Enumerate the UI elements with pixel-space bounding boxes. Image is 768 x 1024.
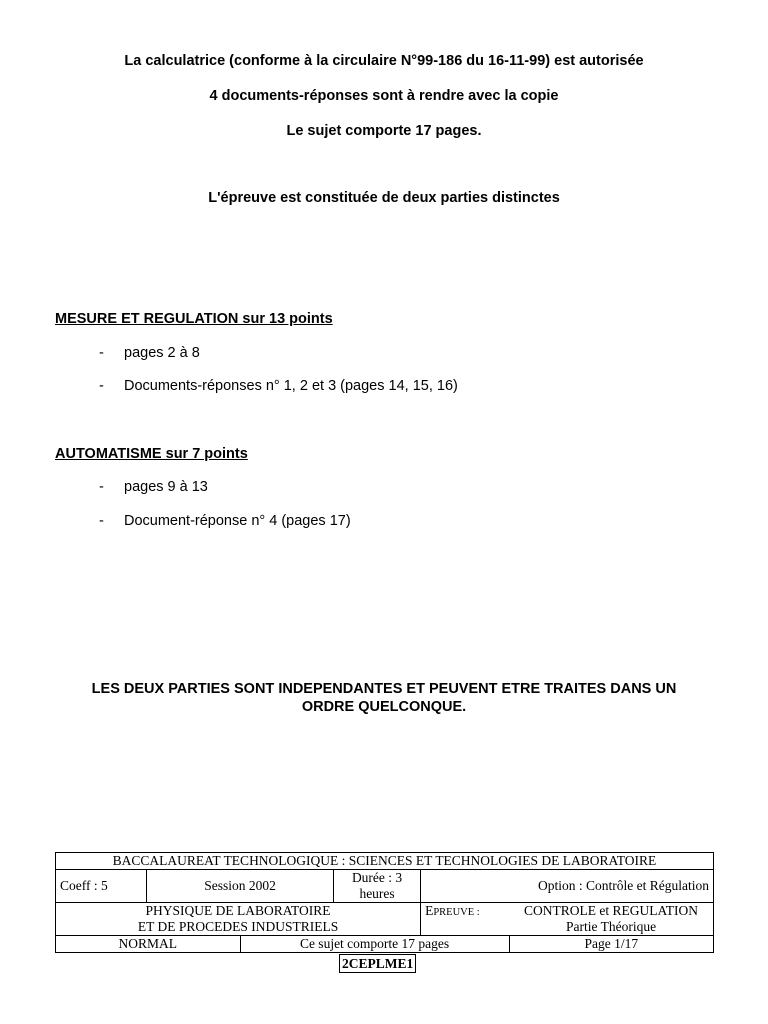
table-row (56, 903, 714, 936)
epreuve-label-cell (421, 903, 510, 936)
normal-cell: NORMAL (56, 936, 241, 953)
list-item (99, 478, 208, 496)
epreuve-value-cell (509, 903, 713, 936)
closing-note (0, 680, 768, 716)
section-title-mesure: MESURE ET REGULATION sur 13 points (55, 311, 333, 327)
coeff-cell: Coeff : 5 (56, 870, 147, 903)
epreuve-label-rest: PREUVE : (433, 907, 480, 918)
list-item-text: Document-réponse n° 4 (pages 17) (124, 513, 351, 529)
closing-line-2: ORDRE QUELCONQUE. (301, 699, 467, 715)
bullet-dash: - (99, 513, 104, 529)
table-row (56, 853, 714, 870)
header-structure-note: L'épreuve est constituée de deux parties distinctes (208, 190, 560, 206)
subject-line-2: ET DE PROCEDES INDUSTRIELS (137, 919, 339, 934)
subject-code: 2CEPLME1 (339, 954, 416, 973)
closing-line-1: LES DEUX PARTIES SONT INDEPENDANTES ET PEUVENT ETRE TRAITES DANS UN (91, 681, 677, 697)
session-cell: Session 2002 (147, 870, 334, 903)
bullet-dash: - (99, 479, 104, 495)
header-calculator-note: La calculatrice (conforme à la circulaire N°99-186 du 16-11-99) est autorisée (124, 53, 644, 69)
exam-info-table (55, 852, 714, 953)
header-documents-note: 4 documents-réponses sont à rendre avec la copie (209, 88, 559, 104)
table-row (56, 870, 714, 903)
table-row (56, 936, 714, 953)
list-item-text: pages 2 à 8 (124, 345, 200, 361)
list-item (99, 344, 200, 362)
pages-note-cell: Ce sujet comporte 17 pages (240, 936, 509, 953)
epreuve-value: CONTROLE et REGULATION (524, 903, 699, 918)
section-title-automatisme: AUTOMATISME sur 7 points (55, 446, 248, 462)
subject-line-1: PHYSIQUE DE LABORATOIRE (145, 903, 331, 918)
list-item-text: Documents-réponses n° 1, 2 et 3 (pages 14, 15, 16) (124, 378, 458, 394)
subject-cell (56, 903, 421, 936)
exam-title-cell: BACCALAUREAT TECHNOLOGIQUE : SCIENCES ET TECHNOLOGIES DE LABORATOIRE (56, 853, 714, 870)
list-item-text: pages 9 à 13 (124, 479, 208, 495)
page-number-cell: Page 1/17 (509, 936, 713, 953)
list-item (99, 377, 458, 395)
bullet-dash: - (99, 345, 104, 361)
epreuve-label-initial: E (425, 903, 434, 918)
partie-value: Partie Théorique (565, 919, 657, 934)
header-pages-note: Le sujet comporte 17 pages. (286, 123, 482, 139)
duration-cell: Durée : 3 heures (334, 870, 421, 903)
option-cell: Option : Contrôle et Régulation (421, 870, 714, 903)
bullet-dash: - (99, 378, 104, 394)
list-item (99, 512, 351, 530)
